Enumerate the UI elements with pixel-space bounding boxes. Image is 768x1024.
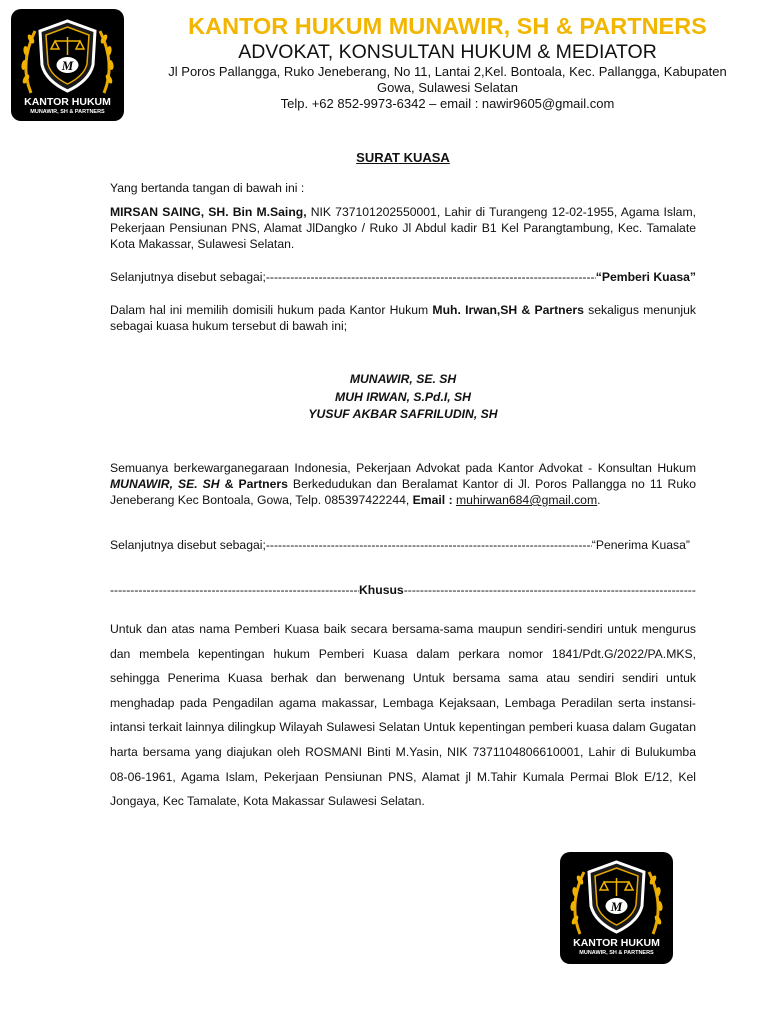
domicile-text-2: sekaligus menunjuk sebagai kuasa hukum tersebut di bawah ini; — [110, 303, 696, 333]
firm-address-line-1: Jl Poros Pallangga, Ruko Jeneberang, No 11, Lantai 2,Kel. Bontoala, Kec. Pallangga, Kabupaten — [168, 64, 727, 79]
domicile-paragraph — [110, 302, 696, 334]
recipient-referred-as — [110, 537, 690, 553]
logo-subtext: MUNAWIR, SH & PARTNERS — [30, 109, 105, 115]
grantor-referred-as — [110, 269, 696, 285]
firm-contact: Telp. +62 852-9973-6342 – email : nawir9605@gmail.com — [280, 96, 615, 111]
logo-text: KANTOR HUKUM — [573, 937, 660, 949]
referred-as-label-2: Selanjutnya disebut sebagai; — [110, 538, 266, 552]
attorney-2: MUH IRWAN, S.Pd.I, SH — [335, 390, 471, 404]
dotted-leader-left — [110, 582, 359, 598]
dotted-leader — [266, 269, 596, 285]
domicile-text-1: Dalam hal ini memilih domisili hukum pada Kantor Hukum — [110, 303, 433, 317]
special-label: Khusus — [359, 583, 404, 597]
firm-subtitle: ADVOKAT, KONSULTAN HUKUM & MEDIATOR — [238, 41, 657, 63]
special-divider — [110, 582, 696, 598]
firm-address-line-2: Gowa, Sulawesi Selatan — [377, 80, 518, 95]
email-label: Email : — [412, 493, 457, 507]
logo-text: KANTOR HUKUM — [24, 96, 111, 108]
document-title: SURAT KUASA — [356, 150, 450, 165]
citizenship-amp: & Partners — [219, 477, 288, 491]
svg-text:M: M — [61, 58, 74, 73]
citizenship-name: MUNAWIR, SE. SH — [110, 477, 220, 491]
referred-as-label: Selanjutnya disebut sebagai; — [110, 270, 266, 284]
attorney-1: MUNAWIR, SE. SH — [349, 372, 457, 386]
domicile-firm: Muh. Irwan,SH & Partners — [432, 303, 584, 317]
email-link[interactable]: muhirwan684@gmail.com — [456, 493, 598, 507]
citizenship-paragraph — [110, 460, 696, 508]
email-end: . — [597, 493, 601, 507]
logo-subtext: MUNAWIR, SH & PARTNERS — [579, 950, 654, 956]
intro-line: Yang bertanda tangan di bawah ini : — [110, 181, 305, 195]
firm-name: KANTOR HUKUM MUNAWIR, SH & PARTNERS — [188, 13, 707, 39]
attorney-3: YUSUF AKBAR SAFRILUDIN, SH — [308, 407, 498, 421]
special-paragraph: Untuk dan atas nama Pemberi Kuasa baik secara bersama-sama maupun sendiri-sendiri untuk mengurus dan membela kepentingan hukum Pemberi Kuasa dalam perkara nomor 1841/Pdt.G/2022/PA.MKS, sehingga Penerima Kuasa berhak dan berwenang Untuk bersama sama atau sendiri sendiri untuk menghadap pada Pengadilan agama makassar, Lembaga Kejaksaan, Lembaga Peradilan serta instansi-intansi terkait lainnya dilingkup Wilayah Sulawesi Selatan Untuk kepentingan pemberi kuasa dalam Gugatan harta bersama yang diajukan oleh ROSMANI Binti M.Yasin, NIK 7371104806610001, Lahir di Bulukumba 08-06-1961, Agama Islam, Pekerjaan Pensiunan PNS, Alamat jl M.Tahir Kumala Permai Blok E/12, Kel Jongaya, Kec Tamalate, Kota Makassar Sulawesi Selatan. — [110, 622, 696, 809]
firm-stamp-logo — [560, 852, 673, 964]
dotted-leader-right — [404, 582, 696, 598]
grantor-role: “Pemberi Kuasa” — [595, 270, 696, 284]
grantor-paragraph — [110, 204, 696, 252]
citizenship-text-1: Semuanya berkewarganegaraan Indonesia, Pekerjaan Advokat pada Kantor Advokat - Konsultan Hukum — [110, 461, 696, 475]
recipient-role: “Penerima Kuasa” — [591, 538, 690, 552]
svg-text:M: M — [610, 899, 623, 914]
grantor-details: NIK 73710120255000​1, Lahir di Turangeng 12-02-1955, Agama Islam, Pekerjaan Pensiunan PNS, Alamat JlDangko / Ruko Jl Abdul kadir B1 Kel Parangtambung, Kec. Tamalate Kota Makassar, Sulawesi Selatan. — [110, 205, 696, 251]
grantor-name: MIRSAN SAING, SH. Bin M.Saing, — [110, 205, 307, 219]
dotted-leader-2 — [266, 537, 592, 553]
citizenship-text-2: Berkedudukan dan Beralamat Kantor di Jl. Poros Pallangga no 11 Ruko Jeneberang Kec Bontoala, Gowa, Telp. 085397422244, — [110, 477, 696, 507]
firm-logo — [11, 9, 124, 121]
